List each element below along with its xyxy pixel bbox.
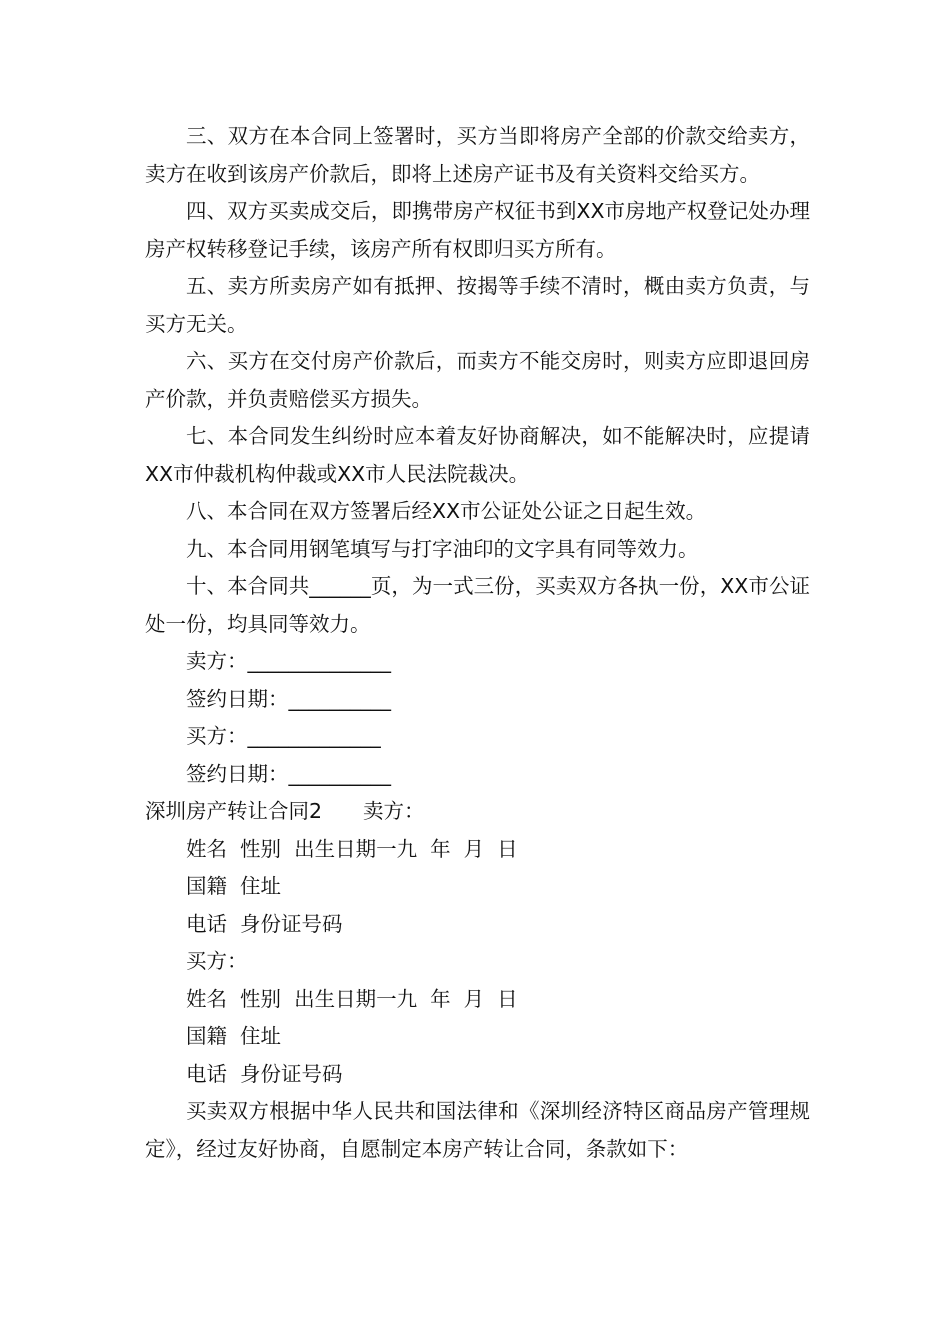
clause-6: 六、买方在交付房产价款后，而卖方不能交房时，则卖方应即退回房产价款，并负责赔偿买方损失。 xyxy=(145,349,810,411)
document-body xyxy=(145,118,810,1168)
clause-5: 五、卖方所卖房产如有抵押、按揭等手续不清时，概由卖方负责，与买方无关。 xyxy=(145,274,810,336)
clause-9: 九、本合同用钢笔填写与打字油印的文字具有同等效力。 xyxy=(186,536,699,561)
seller-date-line: 签约日期：__________ xyxy=(186,686,391,711)
clause-3: 三、双方在本合同上签署时，买方当即将房产全部的价款交给卖方，卖方在收到该房产价款后，即将上述房产证书及有关资料交给买方。 xyxy=(145,124,810,186)
buyer-label: 买方： xyxy=(186,949,248,973)
buyer-name-line: 姓名 性别 出生日期一九 年 月 日 xyxy=(186,986,518,1011)
clause-7: 七、本合同发生纠纷时应本着友好协商解决，如不能解决时，应提请XX市仲裁机构仲裁或XX市人民法院裁决。 xyxy=(145,424,810,486)
seller-signature-line: 卖方：______________ xyxy=(186,649,391,673)
buyer-date-line: 签约日期：__________ xyxy=(186,761,391,786)
contract2-heading: 深圳房产转让合同2 卖方： xyxy=(145,799,425,823)
seller-phone-line: 电话 身份证号码 xyxy=(186,911,343,936)
clause-10: 十、本合同共______页，为一式三份，买卖双方各执一份，XX市公证处一份，均具同等效力。 xyxy=(145,574,810,636)
seller-name-line: 姓名 性别 出生日期一九 年 月 日 xyxy=(186,836,518,861)
contract2-preamble: 买卖双方根据中华人民共和国法律和《深圳经济特区商品房产管理规定》，经过友好协商，自愿制定本房产转让合同，条款如下： xyxy=(145,1099,810,1161)
buyer-phone-line: 电话 身份证号码 xyxy=(186,1061,343,1086)
seller-nation-line: 国籍 住址 xyxy=(186,874,282,898)
clause-4: 四、双方买卖成交后，即携带房产权征书到XX市房地产权登记处办理房产权转移登记手续，该房产所有权即归买方所有。 xyxy=(145,199,810,261)
clause-8: 八、本合同在双方签署后经XX市公证处公证之日起生效。 xyxy=(186,499,707,523)
buyer-signature-line: 买方：_____________ xyxy=(186,724,381,748)
buyer-nation-line: 国籍 住址 xyxy=(186,1024,282,1048)
